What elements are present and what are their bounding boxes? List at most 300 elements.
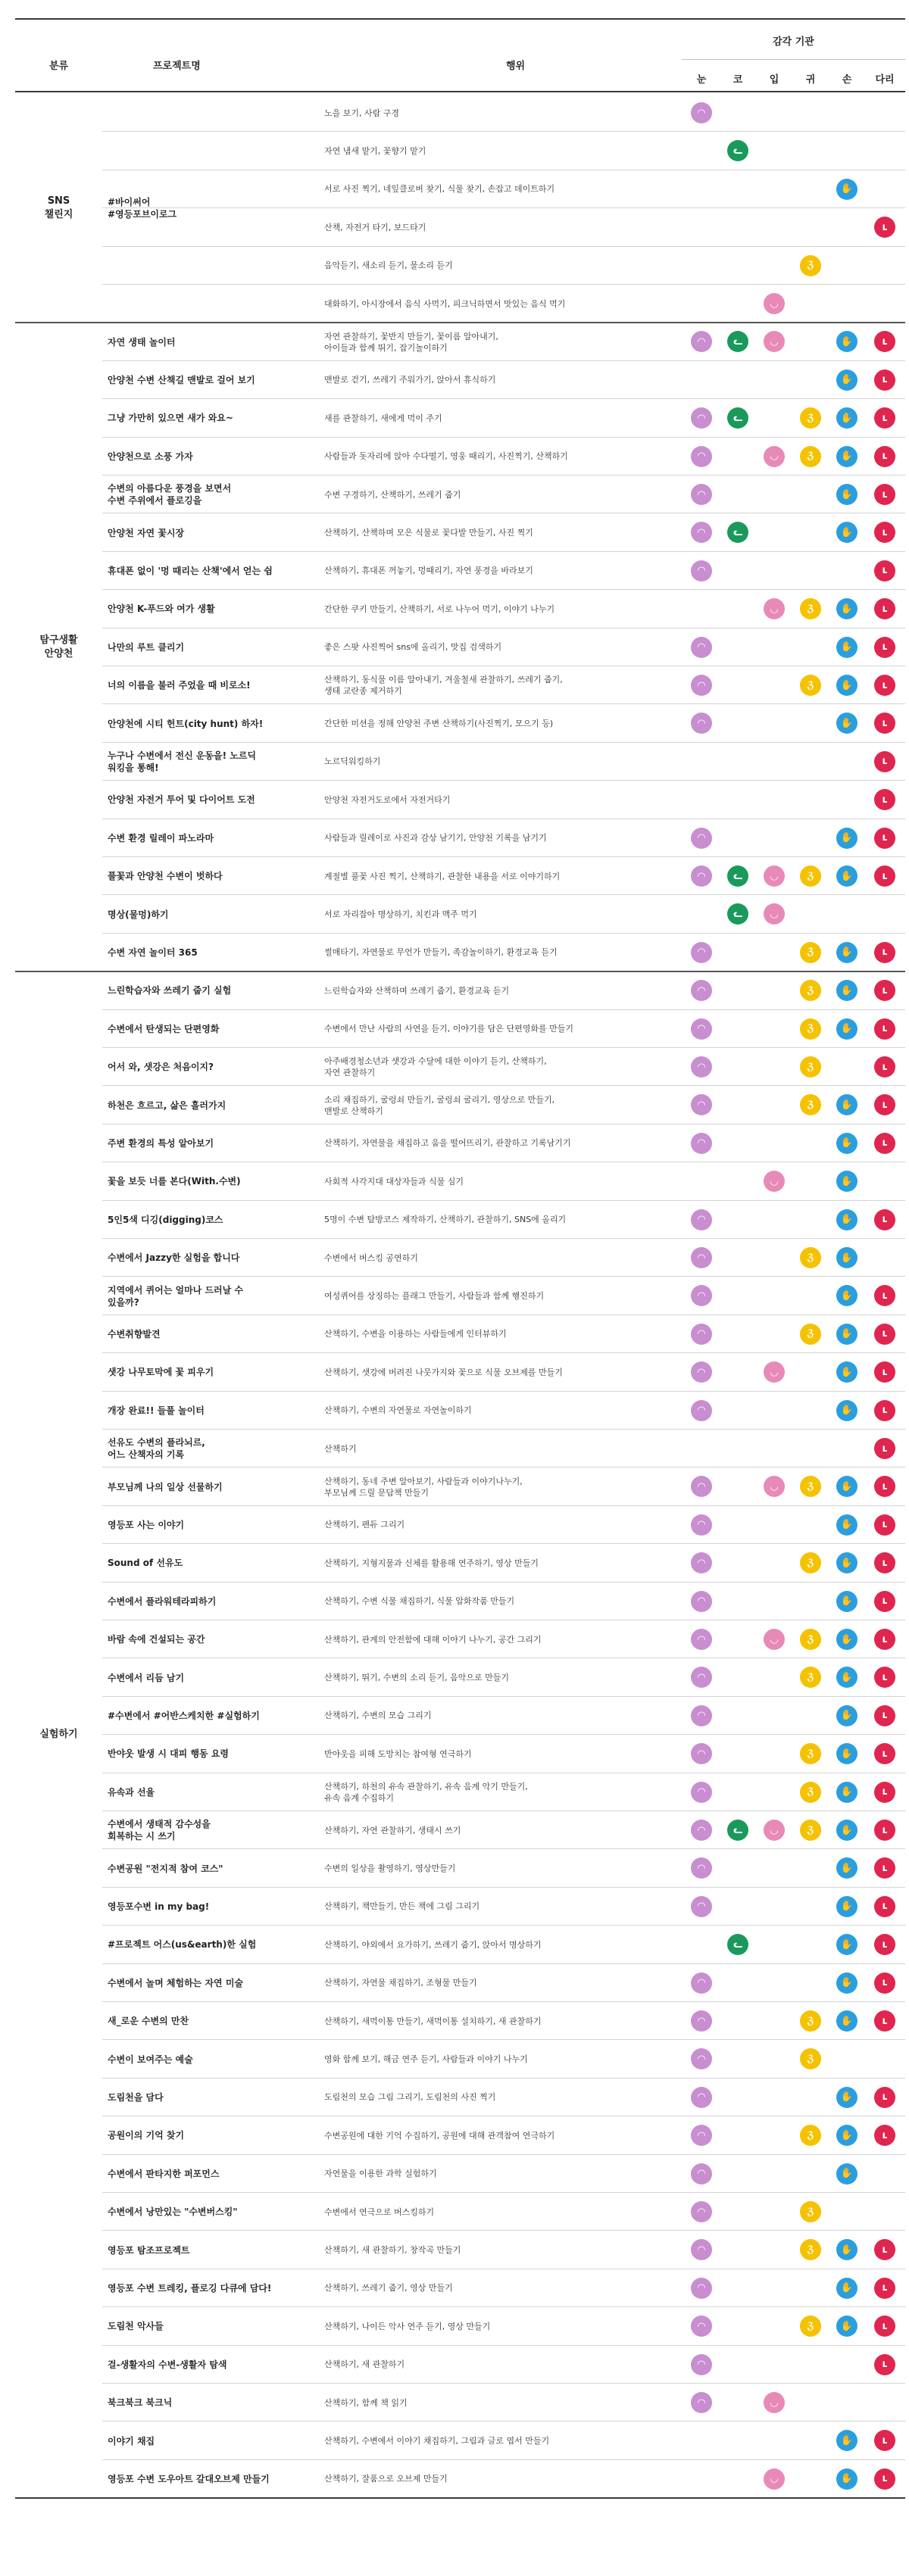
eye-icon: ◠ — [691, 1973, 712, 1994]
table-row — [15, 1201, 905, 1239]
activity-text: 산책하기, 자연물을 채집하고 움을 떨어뜨리기, 관찰하고 기록남기기 — [324, 1138, 571, 1149]
leg-icon: ʟ — [874, 1896, 895, 1917]
leg-icon: ʟ — [874, 2468, 895, 2490]
activity-text: 산책하기, 자연물 채집하기, 조형물 만들기 — [324, 1978, 477, 1988]
activity-text: 산책하기, 동식물 이름 알아내기, 겨울철새 관찰하기, 쓰레기 줍기, 생태 교란종 제거하기 — [324, 675, 563, 697]
activity-text: 서로 사진 찍기, 네잎클로버 찾기, 식물 찾기, 손잡고 데이트하기 — [324, 184, 555, 195]
leg-icon: ʟ — [874, 2125, 895, 2146]
leg-icon: ʟ — [874, 1591, 895, 1612]
eye-icon: ◠ — [691, 2010, 712, 2032]
table-row — [15, 399, 905, 437]
eye-icon: ◠ — [691, 2201, 712, 2222]
table-row — [15, 1430, 905, 1467]
hand-icon: ✋ — [836, 1514, 857, 1536]
activity-text: 산책하기, 쓰레기 줍기, 영상 만들기 — [324, 2283, 453, 2294]
ear-icon: ℨ — [800, 865, 821, 887]
eye-icon: ◠ — [691, 1743, 712, 1764]
activity-text: 산책하기, 동네 주변 알아보기, 사람들과 이야기나누기, 부모님께 드릴 문답책 만들기 — [324, 1476, 523, 1498]
table-row — [15, 2155, 905, 2193]
eye-icon: ◠ — [691, 713, 712, 734]
hand-icon: ✋ — [836, 1591, 857, 1612]
activity-text: 산책하기, 함께 책 읽기 — [324, 2397, 408, 2408]
ear-icon: ℨ — [800, 1743, 821, 1764]
project-name: 샛강 나무토막에 꽃 피우기 — [108, 1367, 214, 1378]
table-row — [15, 819, 905, 857]
table-row — [15, 438, 905, 476]
table-row — [15, 628, 905, 666]
leg-icon: ʟ — [874, 980, 895, 1001]
hand-icon: ✋ — [836, 446, 857, 467]
leg-icon: ʟ — [874, 713, 895, 734]
leg-icon: ʟ — [874, 217, 895, 238]
mouth-icon: ◡ — [764, 598, 785, 619]
project-name: 영등포 사는 이야기 — [108, 1519, 185, 1530]
hand-icon: ✋ — [836, 1743, 857, 1764]
table-row — [15, 1467, 905, 1505]
project-name: 걸-생활자의 수변-생활자 탐색 — [108, 2359, 227, 2370]
table-row — [15, 2040, 905, 2078]
table-row — [15, 1124, 905, 1162]
header-bottom-rule — [15, 91, 905, 92]
eye-icon: ◠ — [691, 1476, 712, 1497]
header-sense-ear: 귀 — [805, 74, 816, 86]
activity-text: 사회적 사각지대 대상자들과 식물 심기 — [324, 1176, 464, 1187]
hand-icon: ✋ — [836, 1820, 857, 1841]
table-row — [15, 1506, 905, 1544]
mouth-icon: ◡ — [764, 1629, 785, 1650]
ear-icon: ℨ — [800, 1667, 821, 1688]
activity-text: 산책하기, 새 관찰하기 — [324, 2359, 405, 2370]
hand-icon: ✋ — [836, 1552, 857, 1573]
leg-icon: ʟ — [874, 1324, 895, 1345]
leg-icon: ʟ — [874, 1285, 895, 1306]
activity-text: 사람들과 돗자리에 앉아 수다떨기, 영웅 때리기, 사진찍기, 산책하기 — [324, 451, 568, 462]
nose-icon: ᓚ — [727, 522, 748, 543]
ear-icon: ℨ — [800, 1094, 821, 1115]
table-row — [15, 1697, 905, 1735]
eye-icon: ◠ — [691, 1514, 712, 1536]
eye-icon: ◠ — [691, 980, 712, 1001]
activity-text: 음악듣기, 새소리 듣기, 물소리 듣기 — [324, 260, 453, 271]
leg-icon: ʟ — [874, 1857, 895, 1879]
mouth-icon: ◡ — [764, 865, 785, 887]
ear-icon: ℨ — [800, 1247, 821, 1268]
ear-icon: ℨ — [800, 1056, 821, 1077]
hand-icon: ✋ — [836, 2468, 857, 2490]
hand-icon: ✋ — [836, 1667, 857, 1688]
project-name: #수변에서 #어반스케치한 #실험하기 — [108, 1710, 260, 1721]
table-row — [15, 2384, 905, 2422]
activity-text: 수변에서 만난 사람의 사연을 듣기, 이야기를 담은 단편영화를 만들기 — [324, 1024, 573, 1034]
project-name: 수변에서 리듬 남기 — [108, 1672, 185, 1683]
ear-icon: ℨ — [800, 2201, 821, 2222]
activity-text: 노르딕워킹하기 — [324, 756, 381, 767]
project-name: 안양천 K-푸드와 여가 생활 — [108, 603, 215, 615]
project-name: 개장 완료!! 들풀 놀이터 — [108, 1405, 205, 1416]
activity-text: 수변 구경하기, 산책하기, 쓰레기 줍기 — [324, 489, 461, 500]
leg-icon: ʟ — [874, 2354, 895, 2375]
leg-icon: ʟ — [874, 1400, 895, 1421]
hand-icon: ✋ — [836, 2239, 857, 2260]
eye-icon: ◠ — [691, 1667, 712, 1688]
hand-icon: ✋ — [836, 331, 857, 352]
project-name: 안양천으로 소풍 가자 — [108, 451, 193, 462]
project-name: 수변취향발견 — [108, 1328, 161, 1339]
hand-icon: ✋ — [836, 1857, 857, 1879]
leg-icon: ʟ — [874, 637, 895, 658]
eye-icon: ◠ — [691, 2239, 712, 2260]
project-name: 나만의 루트 클리기 — [108, 641, 185, 653]
eye-icon: ◠ — [691, 1705, 712, 1726]
activity-text: 산책하기, 수변 식물 채집하기, 식물 압화작품 만들기 — [324, 1596, 515, 1607]
leg-icon: ʟ — [874, 1514, 895, 1536]
header-activity: 행위 — [506, 61, 526, 72]
hand-icon: ✋ — [836, 1361, 857, 1383]
leg-icon: ʟ — [874, 1934, 895, 1955]
eye-icon: ◠ — [691, 1857, 712, 1879]
hand-icon: ✋ — [836, 1782, 857, 1803]
activity-text: 산책하기, 펜듀 그리기 — [324, 1520, 405, 1530]
eye-icon: ◠ — [691, 1629, 712, 1650]
ear-icon: ℨ — [800, 2048, 821, 2069]
hand-icon: ✋ — [836, 1171, 857, 1192]
project-name: 너의 이름을 불러 주었을 때 비로소! — [108, 680, 251, 691]
hand-icon: ✋ — [836, 637, 857, 658]
table-row — [15, 513, 905, 551]
hand-icon: ✋ — [836, 1209, 857, 1230]
leg-icon: ʟ — [874, 370, 895, 391]
hand-icon: ✋ — [836, 1629, 857, 1650]
mouth-icon: ◡ — [764, 1361, 785, 1383]
hand-icon: ✋ — [836, 1285, 857, 1306]
leg-icon: ʟ — [874, 1476, 895, 1497]
hand-icon: ✋ — [836, 2316, 857, 2337]
leg-icon: ʟ — [874, 1018, 895, 1040]
eye-icon: ◠ — [691, 2048, 712, 2069]
activity-text: 산책하기, 뛰기, 수변의 소리 듣기, 음악으로 만들기 — [324, 1673, 509, 1683]
project-name: 하천은 흐르고, 삶은 흘러가지 — [108, 1099, 226, 1111]
activity-text: 자연물을 이용한 과학 실험하기 — [324, 2169, 437, 2179]
hand-icon: ✋ — [836, 1400, 857, 1421]
header-category: 분류 — [48, 61, 69, 72]
eye-icon: ◠ — [691, 2316, 712, 2337]
hand-icon: ✋ — [836, 713, 857, 734]
activity-text: 간단한 미션을 정해 안양천 주변 산책하기(사진찍기, 모으기 등) — [324, 719, 554, 729]
header-sense-nose: 코 — [733, 74, 743, 86]
eye-icon: ◠ — [691, 407, 712, 429]
table-row — [15, 1239, 905, 1277]
hand-icon: ✋ — [836, 675, 857, 696]
activity-text: 수변의 일상을 촬영하기, 영상만들기 — [324, 1863, 456, 1874]
ear-icon: ℨ — [800, 1324, 821, 1345]
table-row — [15, 704, 905, 742]
activity-text: 소리 채집하기, 굴렁쇠 만들기, 굴렁쇠 굴리기, 영상으로 만들기, 맨발로 산책하기 — [324, 1094, 555, 1116]
table-row — [15, 934, 905, 971]
eye-icon: ◠ — [691, 2354, 712, 2375]
activity-text: 산책, 자전거 타기, 보드타기 — [324, 222, 426, 232]
leg-icon: ʟ — [874, 1209, 895, 1230]
table-row — [15, 2231, 905, 2269]
activity-text: 산책하기, 수변을 이용하는 사람들에게 인터뷰하기 — [324, 1329, 507, 1339]
hand-icon: ✋ — [836, 1973, 857, 1994]
leg-icon: ʟ — [874, 1782, 895, 1803]
activity-text: 산책하기, 새먹이통 만들기, 새먹이통 설치하기, 새 관찰하기 — [324, 2016, 542, 2026]
project-name: 영등포 수변 트레킹, 플로깅 다큐에 담다! — [108, 2282, 272, 2294]
project-name: 안양천 자전거 투어 및 다이어트 도전 — [108, 794, 255, 806]
mouth-icon: ◡ — [764, 1820, 785, 1841]
table-header — [15, 0, 905, 92]
ear-icon: ℨ — [800, 2010, 821, 2032]
eye-icon: ◠ — [691, 1133, 712, 1154]
activity-text: 새를 관찰하기, 새에게 먹이 주기 — [324, 413, 442, 423]
hand-icon: ✋ — [836, 407, 857, 429]
table-row — [15, 590, 905, 628]
table-row — [15, 2346, 905, 2384]
table-row — [15, 895, 905, 933]
activity-text: 산책하기, 수변의 자연물로 자연놀이하기 — [324, 1405, 472, 1416]
eye-icon: ◠ — [691, 2125, 712, 2146]
hand-icon: ✋ — [836, 2278, 857, 2299]
leg-icon: ʟ — [874, 2087, 895, 2108]
activity-text: 산책하기, 책만들기, 만든 책에 그림 그리기 — [324, 1901, 480, 1912]
leg-icon: ʟ — [874, 2278, 895, 2299]
table-row — [15, 2422, 905, 2459]
ear-icon: ℨ — [800, 1552, 821, 1573]
eye-icon: ◠ — [691, 331, 712, 352]
leg-icon: ʟ — [874, 1743, 895, 1764]
table-row — [15, 1926, 905, 1963]
leg-icon: ʟ — [874, 1361, 895, 1383]
table-row — [15, 1583, 905, 1620]
leg-icon: ʟ — [874, 1820, 895, 1841]
mouth-icon: ◡ — [764, 1476, 785, 1497]
table-row — [15, 2307, 905, 2345]
hand-icon: ✋ — [836, 2430, 857, 2451]
category-label: SNS 챌린지 — [44, 195, 73, 221]
hand-icon: ✋ — [836, 370, 857, 391]
mouth-icon: ◡ — [764, 2468, 785, 2490]
leg-icon: ʟ — [874, 1629, 895, 1650]
activity-text: 산책하기, 수변의 모습 그리기 — [324, 1711, 432, 1721]
activity-text: 느린학습자와 산책하며 쓰레기 줍기, 환경교육 듣기 — [324, 985, 510, 996]
hand-icon: ✋ — [836, 828, 857, 849]
ear-icon: ℨ — [800, 2316, 821, 2337]
project-name: Sound of 선유도 — [108, 1558, 183, 1569]
table-row — [15, 1162, 905, 1200]
eye-icon: ◠ — [691, 1552, 712, 1573]
project-name: 수변에서 판타지한 퍼포먼스 — [108, 2168, 220, 2179]
project-name: 수변에서 탄생되는 단편영화 — [108, 1023, 220, 1034]
project-name: 수변 환경 릴레이 파노라마 — [108, 832, 214, 844]
category-label: 실험하기 — [39, 1729, 78, 1741]
table-row — [15, 1277, 905, 1315]
ear-icon: ℨ — [800, 675, 821, 696]
hand-icon: ✋ — [836, 2163, 857, 2185]
activity-text: 대화하기, 아시장에서 음식 사먹기, 피크닉하면서 맛있는 음식 먹기 — [324, 298, 566, 309]
activity-text: 5명이 수변 탐방코스 제작하기, 산책하기, 관찰하기, SNS에 올리기 — [324, 1215, 567, 1225]
project-name: 유속과 선율 — [108, 1786, 155, 1798]
activity-text: 산책하기, 야외에서 요가하기, 쓰레기 줍기, 앉아서 명상하기 — [324, 1939, 542, 1950]
header-senses-title: 감각 기관 — [773, 36, 814, 48]
hand-icon: ✋ — [836, 942, 857, 963]
mouth-icon: ◡ — [764, 2392, 785, 2413]
table-row — [15, 2193, 905, 2231]
project-name: 수변에서 생태적 감수성을 회복하는 시 쓰기 — [108, 1819, 211, 1842]
eye-icon: ◠ — [691, 1056, 712, 1077]
table-row — [15, 2116, 905, 2154]
mouth-icon: ◡ — [764, 293, 785, 314]
leg-icon: ʟ — [874, 598, 895, 619]
table-row — [15, 1735, 905, 1773]
nose-icon: ᓚ — [727, 1820, 748, 1841]
project-name: #프로젝트 어스(us&earth)한 실험 — [108, 1939, 257, 1951]
ear-icon: ℨ — [800, 1476, 821, 1497]
ear-icon: ℨ — [800, 2239, 821, 2260]
activity-text: 수변에서 연극으로 버스킹하기 — [324, 2206, 435, 2217]
hand-icon: ✋ — [836, 179, 857, 200]
hand-icon: ✋ — [836, 2125, 857, 2146]
nose-icon: ᓚ — [727, 1934, 748, 1955]
hand-icon: ✋ — [836, 522, 857, 543]
activity-text: 반야웃을 피해 도망치는 참여형 연극하기 — [324, 1748, 472, 1759]
project-name: 수변이 보여주는 예술 — [108, 2054, 193, 2065]
header-sense-hand: 손 — [842, 74, 852, 86]
project-name: 누구나 수변에서 전신 운동을! 노르딕 워킹을 통해! — [108, 750, 257, 773]
hand-icon: ✋ — [836, 1018, 857, 1040]
activity-text: 사람들과 릴레이로 사진과 감상 남기기, 안양천 기록을 남기기 — [324, 833, 547, 844]
leg-icon: ʟ — [874, 2430, 895, 2451]
activity-text: 산책하기, 관계의 안전함에 대해 이야기 나누기, 공간 그리기 — [324, 1634, 542, 1645]
activity-text: 자연 관찰하기, 꽃반지 만들기, 꽃이름 알아내기, 아이들과 함께 뛰기, 잡기놀이하기 — [324, 331, 498, 353]
ear-icon: ℨ — [800, 942, 821, 963]
leg-icon: ʟ — [874, 1705, 895, 1726]
activity-text: 좋은 스팟 사진찍어 sns에 올리기, 맛집 검색하기 — [324, 642, 502, 653]
leg-icon: ʟ — [874, 1973, 895, 1994]
leg-icon: ʟ — [874, 675, 895, 696]
leg-icon: ʟ — [874, 446, 895, 467]
table-row — [15, 1353, 905, 1391]
eye-icon: ◠ — [691, 675, 712, 696]
leg-icon: ʟ — [874, 2316, 895, 2337]
activity-text: 산책하기, 자연 관찰하기, 생태시 쓰기 — [324, 1825, 461, 1835]
project-name: 수변에서 플라워테라피하기 — [108, 1595, 217, 1607]
leg-icon: ʟ — [874, 865, 895, 887]
mouth-icon: ◡ — [764, 903, 785, 925]
project-name: 명상(물멍)하기 — [108, 909, 169, 920]
hand-icon: ✋ — [836, 1934, 857, 1955]
activity-text: 산책하기, 휴대폰 꺼놓기, 멍때리기, 자연 풍경을 바라보기 — [324, 566, 533, 576]
leg-icon: ʟ — [874, 484, 895, 505]
project-name: 이야기 채집 — [108, 2435, 155, 2447]
hand-icon: ✋ — [836, 1476, 857, 1497]
ear-icon: ℨ — [800, 1782, 821, 1803]
project-name: 주변 환경의 특성 알아보기 — [108, 1137, 214, 1149]
table-row — [15, 1620, 905, 1658]
ear-icon: ℨ — [800, 1629, 821, 1650]
table-row — [15, 1392, 905, 1430]
eye-icon: ◠ — [691, 522, 712, 543]
table-row — [15, 1849, 905, 1887]
project-name: 자연 생태 놀이터 — [108, 336, 176, 348]
eye-icon: ◠ — [691, 1209, 712, 1230]
eye-icon: ◠ — [691, 1285, 712, 1306]
leg-icon: ʟ — [874, 942, 895, 963]
table-row — [15, 323, 905, 360]
eye-icon: ◠ — [691, 1247, 712, 1268]
eye-icon: ◠ — [691, 1400, 712, 1421]
eye-icon: ◠ — [691, 446, 712, 467]
ear-icon: ℨ — [800, 2125, 821, 2146]
table-row — [15, 552, 905, 590]
project-name: 반야웃 발생 시 대피 행동 요령 — [108, 1748, 229, 1760]
project-name: 새_로운 수변의 만찬 — [108, 2016, 189, 2027]
ear-icon: ℨ — [800, 598, 821, 619]
leg-icon: ʟ — [874, 828, 895, 849]
table-row — [15, 2269, 905, 2307]
leg-icon: ʟ — [874, 1438, 895, 1459]
project-name: 어서 와, 샛강은 처음이지? — [108, 1062, 214, 1073]
leg-icon: ʟ — [874, 407, 895, 429]
hand-icon: ✋ — [836, 1705, 857, 1726]
activity-text: 산책하기, 지형지물과 신체를 활용해 연주하기, 영상 만들기 — [324, 1558, 539, 1568]
project-name: 영등포수변 in my bag! — [108, 1901, 210, 1912]
header-sense-leg: 다리 — [875, 74, 895, 86]
project-name: 느린학습자와 쓰레기 줍기 실험 — [108, 985, 232, 996]
table-row — [15, 2079, 905, 2116]
activity-text: 수변공원에 대한 기억 수집하기, 공원에 대해 관객참여 연극하기 — [324, 2130, 555, 2141]
project-name: 수변에서 Jazzy한 실험을 합니다 — [108, 1252, 240, 1264]
leg-icon: ʟ — [874, 1133, 895, 1154]
hand-icon: ✋ — [836, 1133, 857, 1154]
hand-icon: ✋ — [836, 865, 857, 887]
eye-icon: ◠ — [691, 1782, 712, 1803]
project-name: 꽃을 보듯 너를 본다(With.수변) — [108, 1176, 241, 1187]
hand-icon: ✋ — [836, 2010, 857, 2032]
activity-text: 산책하기, 잘품으로 오브제 만들기 — [324, 2474, 448, 2484]
project-name: 바람 속에 건설되는 공간 — [108, 1634, 205, 1645]
project-name: 풀꽃과 안양천 수변이 벗하다 — [108, 871, 223, 882]
hand-icon: ✋ — [836, 1896, 857, 1917]
nose-icon: ᓚ — [727, 407, 748, 429]
activity-text: 썰매타기, 자연물로 무언가 만들기, 족감놀이하기, 환경교육 듣기 — [324, 947, 558, 958]
eye-icon: ◠ — [691, 1094, 712, 1115]
table-row — [15, 1964, 905, 2002]
hand-icon: ✋ — [836, 1324, 857, 1345]
table-row — [15, 1315, 905, 1353]
mouth-icon: ◡ — [764, 331, 785, 352]
leg-icon: ʟ — [874, 331, 895, 352]
table-row — [15, 971, 905, 1009]
table-row — [15, 1544, 905, 1582]
hand-icon: ✋ — [836, 980, 857, 1001]
header-sub-rule — [682, 59, 905, 60]
category-label: 탐구생활 안양천 — [39, 634, 78, 660]
nose-icon: ᓚ — [727, 331, 748, 352]
nose-icon: ᓚ — [727, 865, 748, 887]
project-name: 수변에서 놀며 체험하는 자연 미술 — [108, 1977, 244, 1988]
project-name: 휴대폰 없이 '멍 때리는 산책'에서 얻는 쉼 — [108, 565, 273, 576]
table-row — [15, 476, 905, 513]
activity-text: 산책하기, 산책하며 모은 식물로 꽃다발 만들기, 사진 찍기 — [324, 528, 533, 538]
activity-text: 자연 냄새 맡기, 꽃향기 맡기 — [324, 146, 426, 157]
table-row — [15, 361, 905, 399]
eye-icon: ◠ — [691, 942, 712, 963]
eye-icon: ◠ — [691, 2163, 712, 2185]
eye-icon: ◠ — [691, 2278, 712, 2299]
activity-text: 산책하기 — [324, 1443, 357, 1454]
eye-icon: ◠ — [691, 1820, 712, 1841]
eye-icon: ◠ — [691, 1324, 712, 1345]
